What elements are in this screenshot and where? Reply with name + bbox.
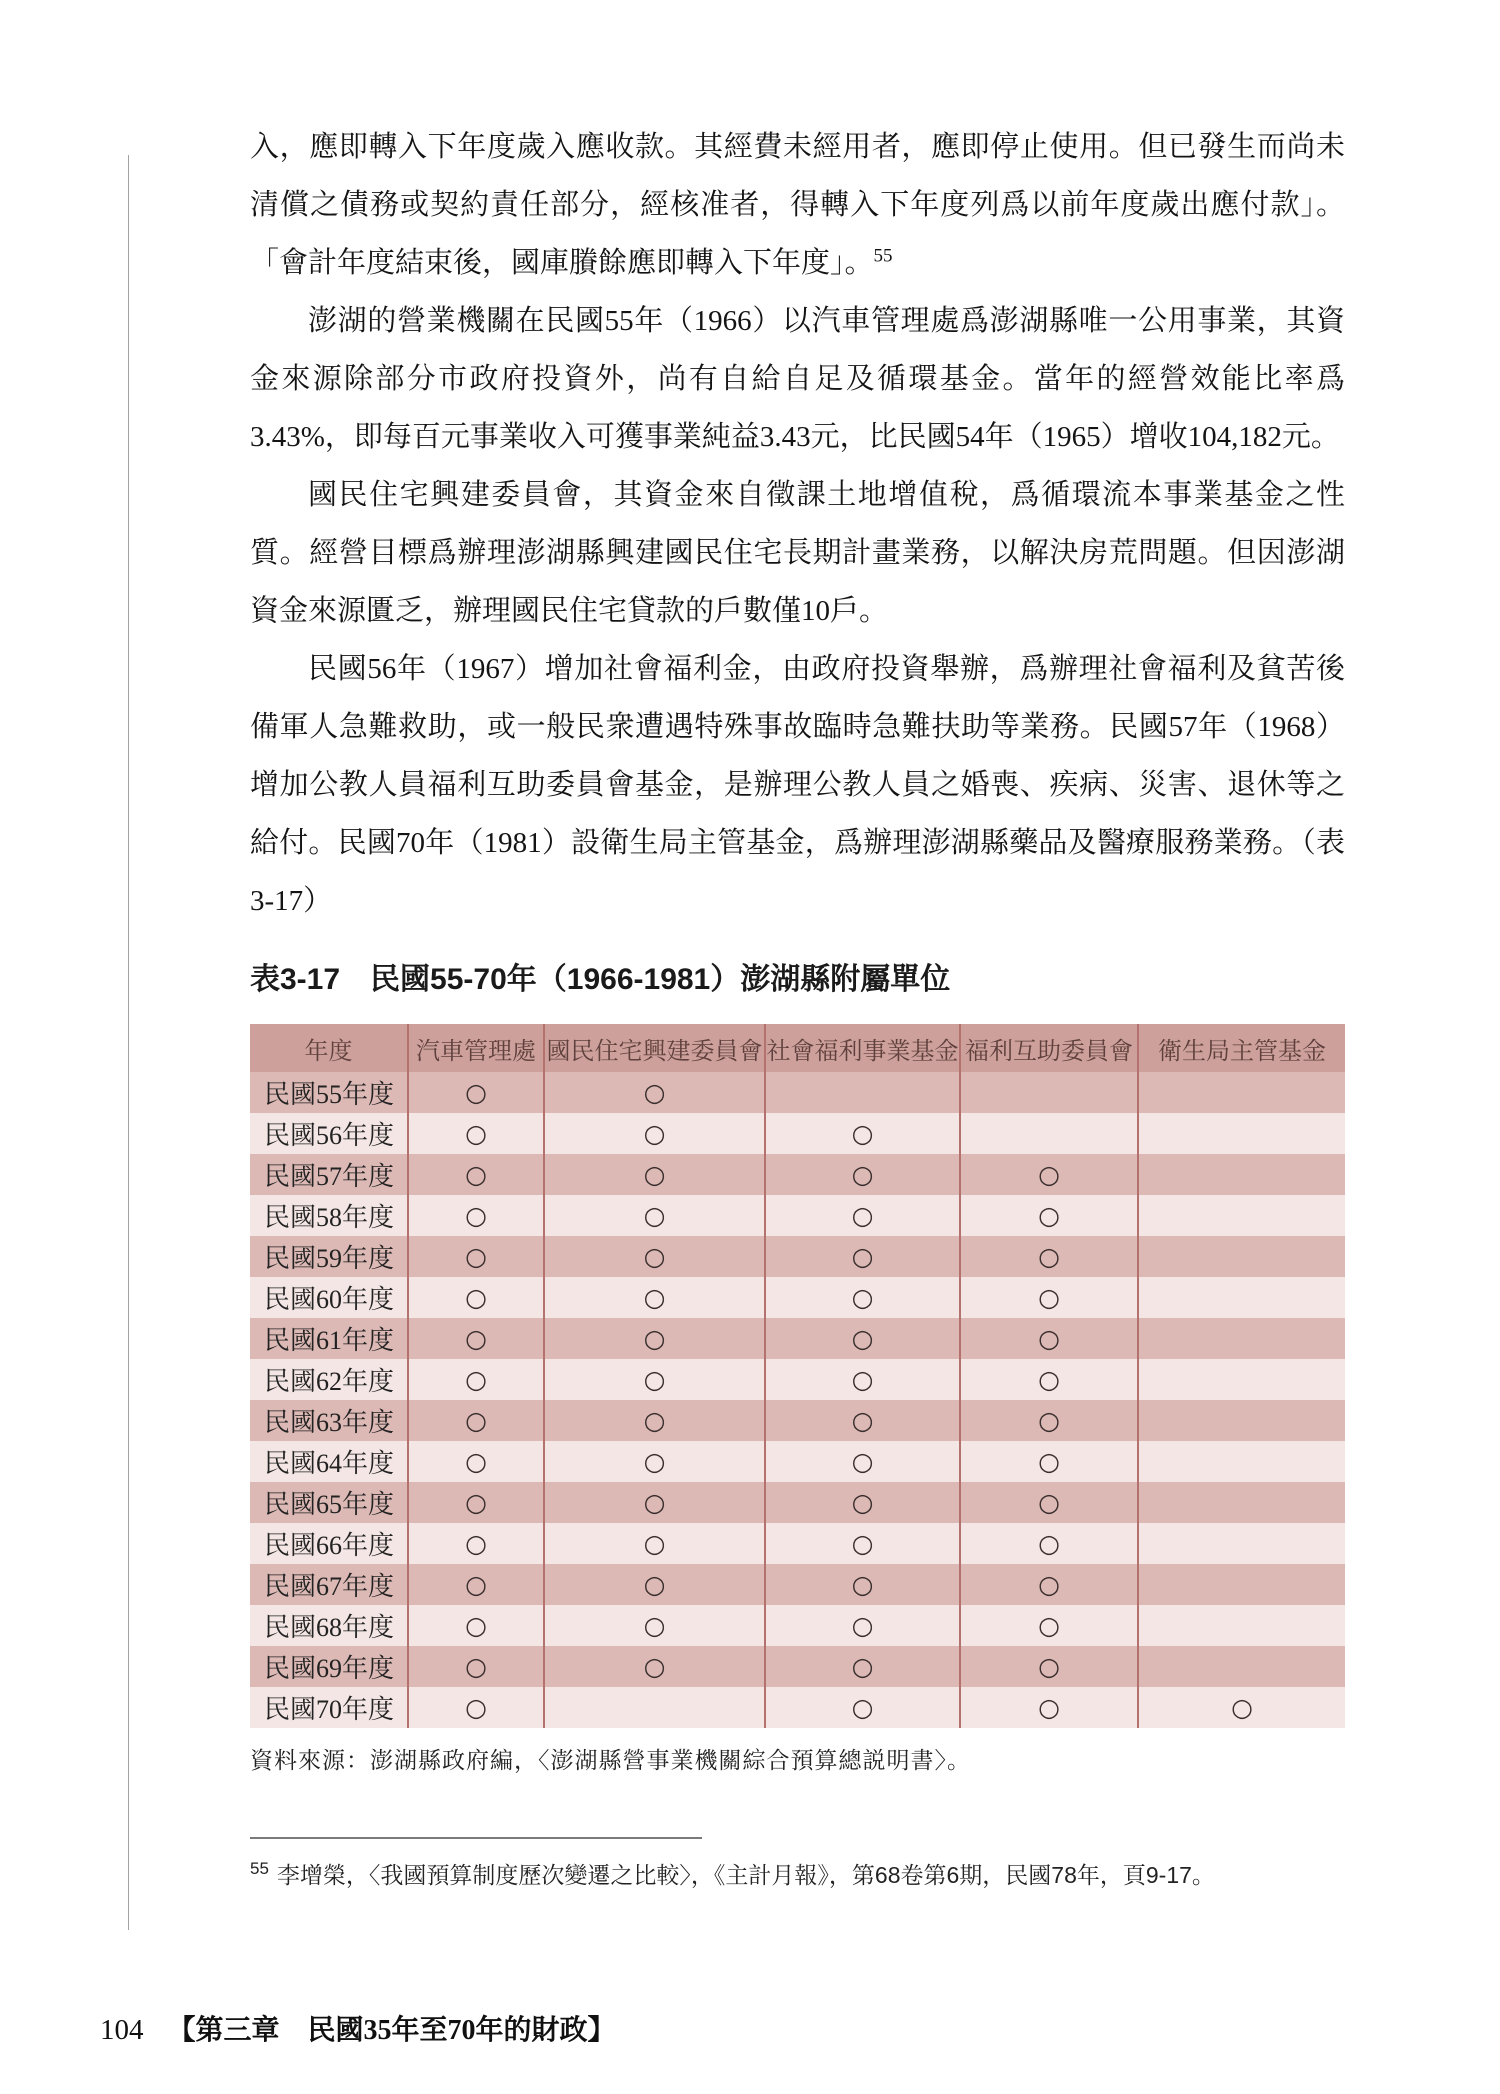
empty-cell: [1137, 1605, 1345, 1646]
circle-mark-cell: [764, 1359, 959, 1400]
year-cell: 民國56年度: [264, 1121, 395, 1150]
table-row: [250, 1564, 1345, 1605]
circle-mark: ○: [1038, 1406, 1060, 1435]
circle-mark-cell: [407, 1318, 543, 1359]
table-row: [250, 1482, 1345, 1523]
page-content: [250, 118, 1345, 1890]
paragraph-text: 入，應即轉入下年度歲入應收款。其經費未經用者，應即停止使用。但已發生而尚未清償之債務或契約責任部分，經核准者，得轉入下年度列爲以前年度歲出應付款」。「會計年度結束後，國庫賸餘應即轉入下年度」。: [250, 131, 1345, 279]
circle-mark: ○: [465, 1406, 487, 1435]
circle-mark-cell: [407, 1646, 543, 1687]
table-row: [250, 1113, 1345, 1154]
footnote-reference: 55: [873, 245, 893, 267]
circle-mark: ○: [1038, 1529, 1060, 1558]
empty-cell: [1137, 1441, 1345, 1482]
year-cell: 民國63年度: [264, 1408, 395, 1437]
circle-mark: ○: [465, 1324, 487, 1353]
circle-mark: ○: [643, 1324, 666, 1353]
circle-mark-cell: [407, 1441, 543, 1482]
table-row: [250, 1277, 1345, 1318]
circle-mark-cell: [764, 1277, 959, 1318]
page-footer: [100, 2008, 616, 2048]
circle-mark: ○: [1038, 1283, 1060, 1312]
table-source-note: 資料來源：澎湖縣政府編，〈澎湖縣營事業機關綜合預算總説明書〉。: [250, 1748, 971, 1773]
table-row: [250, 1441, 1345, 1482]
circle-mark: ○: [851, 1242, 874, 1271]
table-row: [250, 1605, 1345, 1646]
empty-cell: [1137, 1318, 1345, 1359]
circle-mark-cell: [959, 1359, 1137, 1400]
circle-mark: ○: [851, 1324, 874, 1353]
circle-mark-cell: [543, 1072, 764, 1113]
left-margin-rule: [128, 155, 129, 1930]
footnote-divider: [250, 1837, 702, 1839]
circle-mark: ○: [465, 1488, 487, 1517]
empty-cell: [1137, 1277, 1345, 1318]
circle-mark-cell: [543, 1564, 764, 1605]
chapter-title: 【第三章 民國35年至70年的財政】: [167, 2015, 616, 2046]
circle-mark: ○: [643, 1365, 666, 1394]
circle-mark: ○: [1038, 1488, 1060, 1517]
circle-mark-cell: [959, 1523, 1137, 1564]
year-cell: 民國61年度: [264, 1326, 395, 1355]
column-header: 年度: [304, 1037, 353, 1065]
circle-mark-cell: [764, 1154, 959, 1195]
circle-mark-cell: [764, 1441, 959, 1482]
circle-mark-cell: [543, 1605, 764, 1646]
circle-mark: ○: [851, 1488, 874, 1517]
table-row: [250, 1523, 1345, 1564]
table-row: [250, 1236, 1345, 1277]
circle-mark-cell: [959, 1564, 1137, 1605]
circle-mark-cell: [959, 1277, 1137, 1318]
circle-mark-cell: [959, 1605, 1137, 1646]
data-table: [250, 1024, 1345, 1728]
table-header-row: [250, 1024, 1345, 1072]
empty-cell: [1137, 1072, 1345, 1113]
table-caption: 民國55-70年（1966-1981）澎湖縣附屬單位: [370, 963, 951, 996]
circle-mark: ○: [851, 1283, 874, 1312]
circle-mark-cell: [959, 1646, 1137, 1687]
circle-mark-cell: [543, 1195, 764, 1236]
table-label: 表3-17: [250, 963, 341, 996]
circle-mark: ○: [1038, 1652, 1060, 1681]
circle-mark-cell: [407, 1236, 543, 1277]
circle-mark: ○: [1038, 1160, 1060, 1189]
circle-mark: ○: [1038, 1201, 1060, 1230]
empty-cell: [1137, 1482, 1345, 1523]
footnote: [250, 1857, 1345, 1890]
circle-mark: ○: [465, 1570, 487, 1599]
paragraph: [250, 118, 1345, 292]
circle-mark: ○: [465, 1652, 487, 1681]
year-cell: 民國60年度: [264, 1285, 395, 1314]
circle-mark: ○: [1038, 1242, 1060, 1271]
circle-mark: ○: [1038, 1447, 1060, 1476]
circle-mark-cell: [407, 1195, 543, 1236]
circle-mark: ○: [1231, 1693, 1253, 1722]
empty-cell: [959, 1113, 1137, 1154]
empty-cell: [1137, 1236, 1345, 1277]
empty-cell: [1137, 1523, 1345, 1564]
table-row: [250, 1318, 1345, 1359]
circle-mark: ○: [643, 1488, 666, 1517]
page-number: 104: [100, 2014, 144, 2046]
year-cell: 民國57年度: [264, 1162, 395, 1191]
circle-mark: ○: [465, 1693, 487, 1722]
paragraph: 民國56年（1967）增加社會福利金，由政府投資舉辦，爲辦理社會福利及貧苦後備軍人急難救助，或一般民衆遭遇特殊事故臨時急難扶助等業務。民國57年（1968）增加公教人員福利互助委員會基金，是辦理公教人員之婚喪、疾病、災害、退休等之給付。民國70年（1981）設衛生局主管基金，爲辦理澎湖縣藥品及醫療服務業務。（表3-17）: [250, 653, 1345, 917]
circle-mark: ○: [1038, 1365, 1060, 1394]
circle-mark-cell: [764, 1687, 959, 1728]
empty-cell: [1137, 1195, 1345, 1236]
circle-mark: ○: [1038, 1611, 1060, 1640]
circle-mark: ○: [643, 1570, 666, 1599]
year-cell: 民國55年度: [264, 1080, 395, 1109]
circle-mark: ○: [465, 1119, 487, 1148]
footnote-text: 李增榮，〈我國預算制度歷次變遷之比較〉，《主計月報》，第68卷第6期，民國78年，頁9-17。: [276, 1862, 1215, 1888]
circle-mark-cell: [407, 1072, 543, 1113]
table-row: [250, 1154, 1345, 1195]
circle-mark: ○: [465, 1242, 487, 1271]
circle-mark-cell: [407, 1687, 543, 1728]
circle-mark-cell: [764, 1482, 959, 1523]
column-header: 福利互助委員會: [959, 1024, 1137, 1072]
circle-mark-cell: [959, 1482, 1137, 1523]
circle-mark-cell: [959, 1236, 1137, 1277]
circle-mark-cell: [959, 1195, 1137, 1236]
circle-mark-cell: [543, 1441, 764, 1482]
circle-mark-cell: [407, 1113, 543, 1154]
circle-mark-cell: [764, 1236, 959, 1277]
table-row: [250, 1646, 1345, 1687]
circle-mark: ○: [465, 1078, 487, 1107]
table-row: [250, 1687, 1345, 1728]
circle-mark: ○: [643, 1119, 666, 1148]
circle-mark: ○: [465, 1283, 487, 1312]
table-title: [250, 954, 1345, 998]
table-row: [250, 1072, 1345, 1113]
year-cell: 民國69年度: [264, 1654, 395, 1683]
circle-mark-cell: [543, 1523, 764, 1564]
empty-cell: [1137, 1113, 1345, 1154]
year-cell: 民國58年度: [264, 1203, 395, 1232]
footnote-number: 55: [250, 1859, 269, 1879]
circle-mark: ○: [643, 1283, 666, 1312]
circle-mark: ○: [851, 1570, 874, 1599]
circle-mark-cell: [407, 1605, 543, 1646]
circle-mark-cell: [764, 1195, 959, 1236]
circle-mark-cell: [543, 1318, 764, 1359]
circle-mark-cell: [959, 1400, 1137, 1441]
year-cell: 民國68年度: [264, 1613, 395, 1642]
circle-mark-cell: [407, 1277, 543, 1318]
circle-mark-cell: [543, 1113, 764, 1154]
year-cell: 民國62年度: [264, 1367, 395, 1396]
empty-cell: [1137, 1564, 1345, 1605]
circle-mark: ○: [465, 1160, 487, 1189]
circle-mark-cell: [407, 1359, 543, 1400]
circle-mark: ○: [465, 1447, 487, 1476]
paragraph: 國民住宅興建委員會，其資金來自徵課土地增值稅，爲循環流本事業基金之性質。經營目標爲辦理澎湖縣興建國民住宅長期計畫業務，以解決房荒問題。但因澎湖資金來源匱乏，辦理國民住宅貸款的戶數僅10戶。: [250, 479, 1345, 627]
table-row: [250, 1359, 1345, 1400]
column-header: 國民住宅興建委員會: [543, 1024, 764, 1072]
empty-cell: [1137, 1400, 1345, 1441]
circle-mark: ○: [851, 1447, 874, 1476]
year-cell: 民國66年度: [264, 1531, 395, 1560]
column-header: 衛生局主管基金: [1137, 1024, 1345, 1072]
circle-mark: ○: [465, 1365, 487, 1394]
circle-mark: ○: [643, 1078, 666, 1107]
circle-mark: ○: [851, 1160, 874, 1189]
empty-cell: [959, 1072, 1137, 1113]
circle-mark: ○: [643, 1242, 666, 1271]
circle-mark-cell: [959, 1687, 1137, 1728]
circle-mark-cell: [764, 1318, 959, 1359]
circle-mark-cell: [764, 1113, 959, 1154]
empty-cell: [1137, 1359, 1345, 1400]
table-row: [250, 1195, 1345, 1236]
circle-mark-cell: [407, 1482, 543, 1523]
circle-mark-cell: [543, 1359, 764, 1400]
year-cell: 民國70年度: [264, 1695, 395, 1724]
circle-mark: ○: [465, 1529, 487, 1558]
circle-mark: ○: [465, 1201, 487, 1230]
circle-mark-cell: [764, 1523, 959, 1564]
circle-mark-cell: [407, 1154, 543, 1195]
circle-mark: ○: [1038, 1324, 1060, 1353]
circle-mark: ○: [643, 1611, 666, 1640]
circle-mark-cell: [543, 1400, 764, 1441]
circle-mark-cell: [543, 1154, 764, 1195]
circle-mark-cell: [959, 1154, 1137, 1195]
circle-mark-cell: [543, 1277, 764, 1318]
year-cell: 民國67年度: [264, 1572, 395, 1601]
circle-mark: ○: [851, 1652, 874, 1681]
empty-cell: [543, 1687, 764, 1728]
circle-mark: ○: [1038, 1693, 1060, 1722]
circle-mark-cell: [407, 1564, 543, 1605]
paragraph: 澎湖的營業機關在民國55年（1966）以汽車管理處爲澎湖縣唯一公用事業，其資金來源除部分市政府投資外，尚有自給自足及循環基金。當年的經營效能比率爲3.43%，即每百元事業收入可獲事業純益3.43元，比民國54年（1965）增收104,182元。: [250, 305, 1345, 453]
circle-mark-cell: [764, 1400, 959, 1441]
circle-mark-cell: [407, 1400, 543, 1441]
circle-mark: ○: [643, 1160, 666, 1189]
circle-mark: ○: [643, 1652, 666, 1681]
circle-mark-cell: [764, 1646, 959, 1687]
year-cell: 民國64年度: [264, 1449, 395, 1478]
circle-mark: ○: [851, 1529, 874, 1558]
circle-mark: ○: [851, 1406, 874, 1435]
circle-mark-cell: [407, 1523, 543, 1564]
circle-mark: ○: [643, 1529, 666, 1558]
circle-mark: ○: [851, 1611, 874, 1640]
circle-mark: ○: [643, 1406, 666, 1435]
circle-mark: ○: [851, 1201, 874, 1230]
circle-mark-cell: [764, 1605, 959, 1646]
circle-mark-cell: [959, 1441, 1137, 1482]
column-header: 社會福利事業基金: [764, 1024, 959, 1072]
circle-mark-cell: [1137, 1687, 1345, 1728]
circle-mark: ○: [851, 1693, 874, 1722]
circle-mark: ○: [851, 1119, 874, 1148]
circle-mark-cell: [543, 1646, 764, 1687]
circle-mark: ○: [643, 1447, 666, 1476]
circle-mark-cell: [959, 1318, 1137, 1359]
year-cell: 民國59年度: [264, 1244, 395, 1273]
table-row: [250, 1400, 1345, 1441]
circle-mark-cell: [543, 1236, 764, 1277]
circle-mark: ○: [1038, 1570, 1060, 1599]
year-cell: 民國65年度: [264, 1490, 395, 1519]
empty-cell: [764, 1072, 959, 1113]
empty-cell: [1137, 1154, 1345, 1195]
empty-cell: [1137, 1646, 1345, 1687]
circle-mark-cell: [764, 1564, 959, 1605]
circle-mark: ○: [851, 1365, 874, 1394]
circle-mark: ○: [643, 1201, 666, 1230]
column-header: 汽車管理處: [407, 1024, 543, 1072]
circle-mark-cell: [543, 1482, 764, 1523]
table-body: [250, 1072, 1345, 1728]
circle-mark: ○: [465, 1611, 487, 1640]
